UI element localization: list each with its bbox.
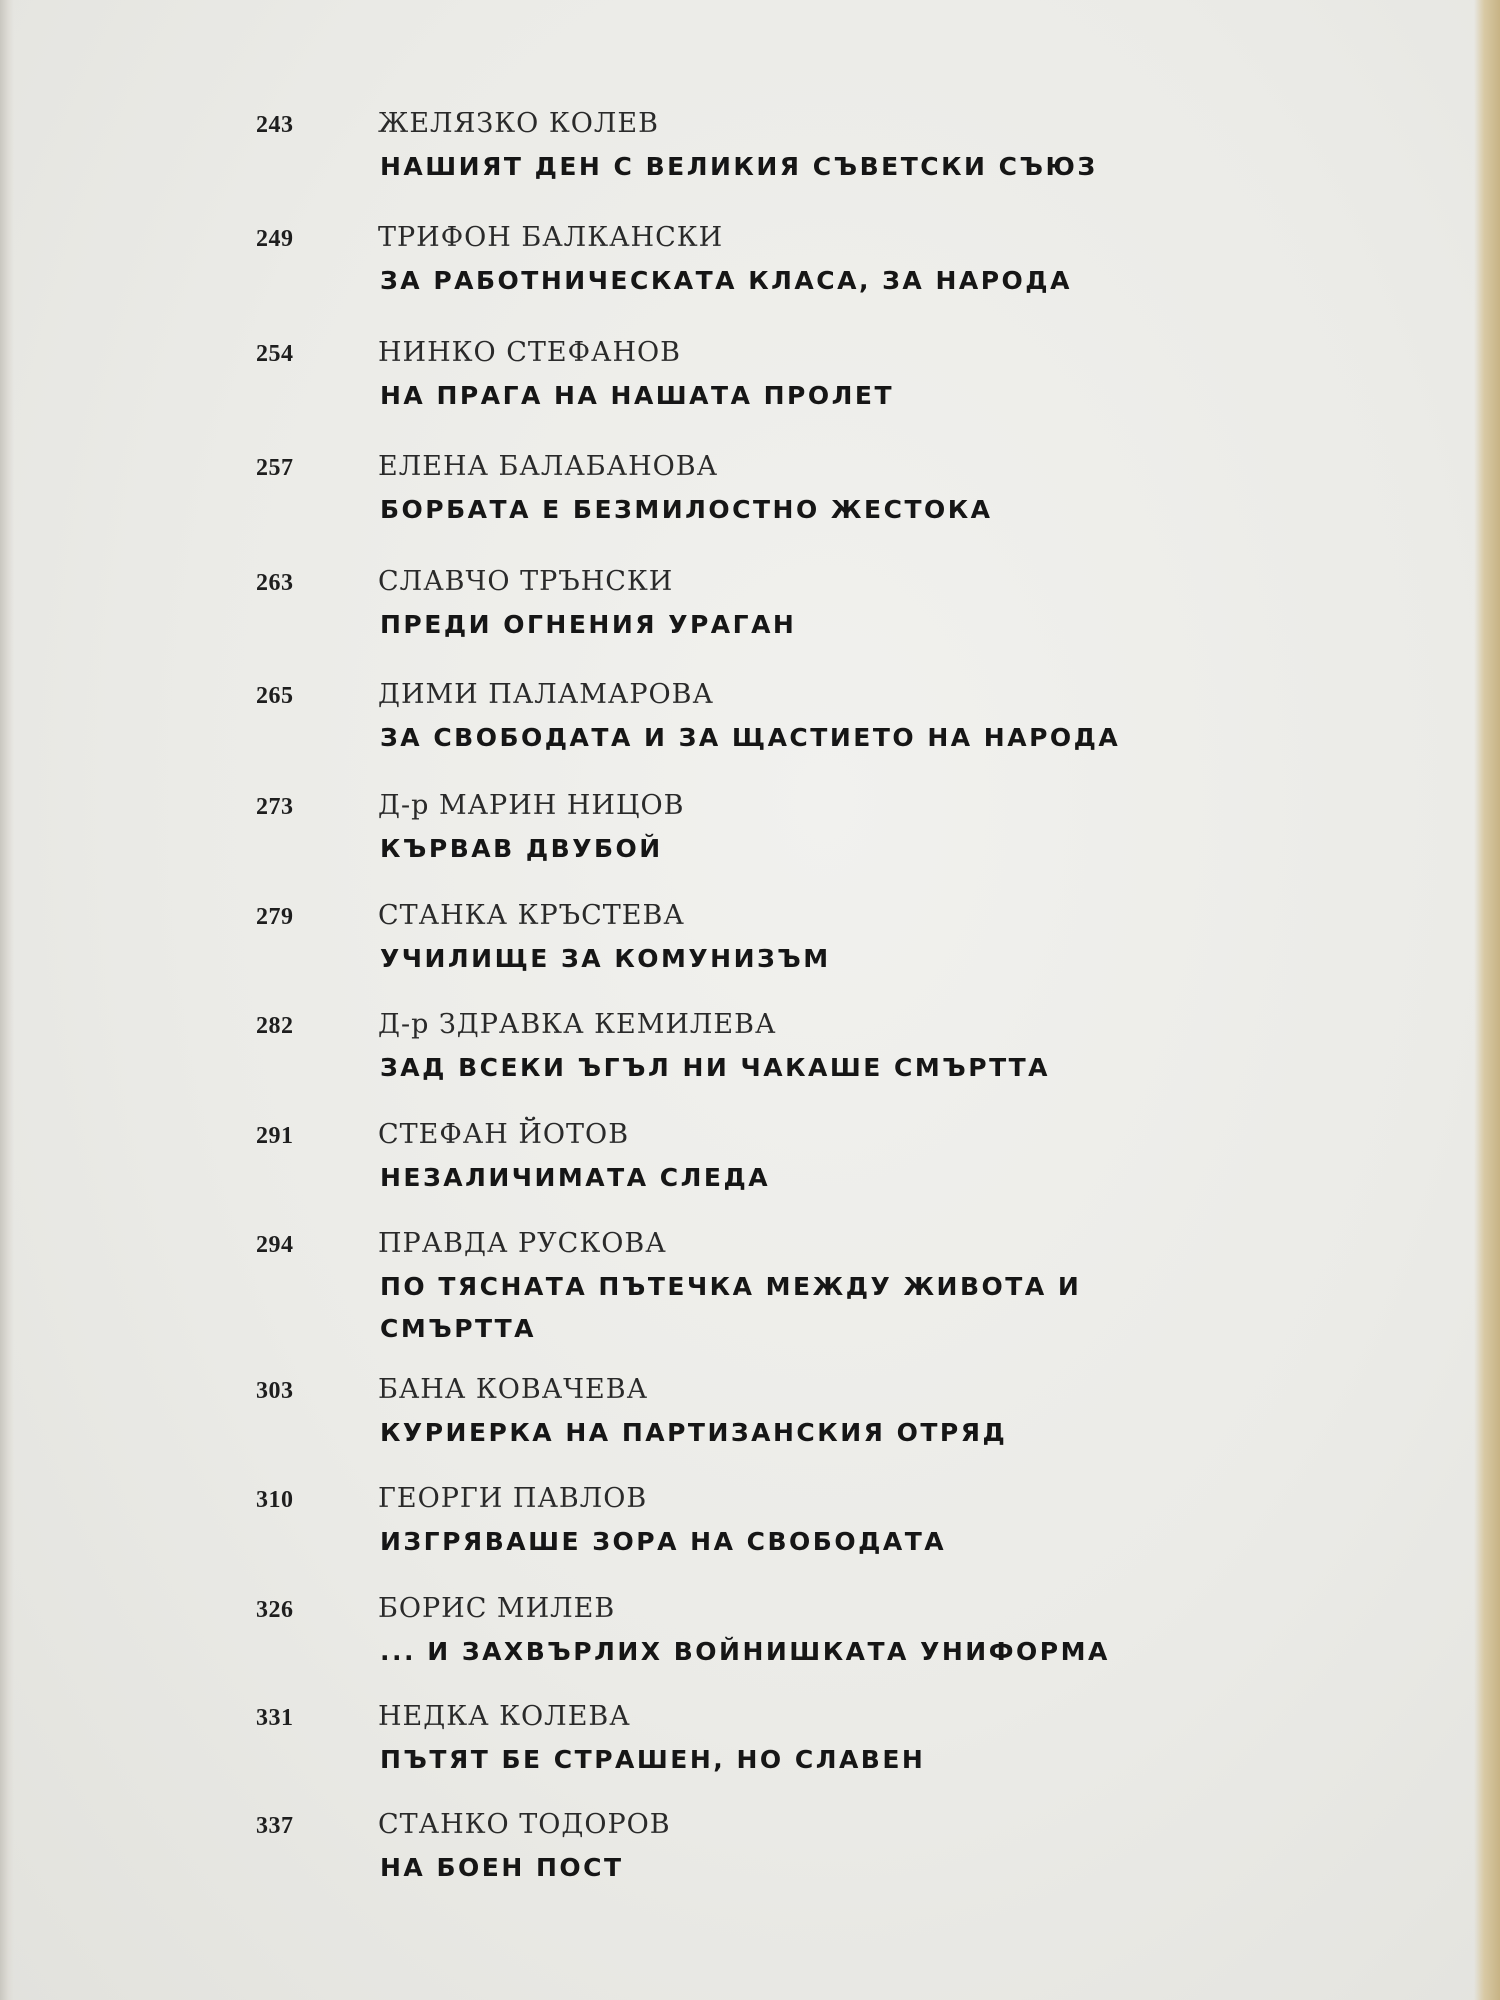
toc-page-number: 254 [256,341,294,367]
toc-title: ПО ТЯСНАТА ПЪТЕЧКА МЕЖДУ ЖИВОТА И СМЪРТТА [380,1272,1082,1343]
toc-author: ТРИФОН БАЛКАНСКИ [378,222,724,253]
toc-page-number: 279 [256,904,294,930]
toc-page-number: 291 [256,1123,294,1149]
toc-title: КЪРВАВ ДВУБОЙ [380,834,663,863]
toc-title: ИЗГРЯВАШЕ ЗОРА НА СВОБОДАТА [380,1527,947,1556]
toc-entry [0,1119,1500,1223]
toc-title: ПЪТЯТ БЕ СТРАШЕН, НО СЛАВЕН [380,1745,926,1774]
toc-title: ПРЕДИ ОГНЕНИЯ УРАГАН [380,610,797,639]
toc-entry [0,1009,1500,1113]
toc-author: Д-р ЗДРАВКА КЕМИЛЕВА [378,1009,777,1040]
toc-author: ПРАВДА РУСКОВА [378,1228,667,1259]
toc-entry [0,108,1500,212]
toc-author: НЕДКА КОЛЕВА [378,1701,631,1732]
toc-entry [0,900,1500,1004]
toc-title: БОРБАТА Е БЕЗМИЛОСТНО ЖЕСТОКА [380,495,993,524]
toc-page-number: 294 [256,1232,294,1258]
toc-page-number: 263 [256,570,294,596]
toc-title: НА БОЕН ПОСТ [380,1853,624,1882]
toc-author: СТАНКА КРЪСТЕВА [378,900,685,931]
toc-author: НИНКО СТЕФАНОВ [378,337,682,368]
toc-author: ЕЛЕНА БАЛАБАНОВА [378,451,719,482]
toc-author: ДИМИ ПАЛАМАРОВА [378,679,714,710]
toc-page-number: 273 [256,794,294,820]
toc-author: БОРИС МИЛЕВ [378,1593,616,1624]
toc-author: СТАНКО ТОДОРОВ [378,1809,671,1840]
toc-page-number: 249 [256,226,294,252]
toc-title: ЗАД ВСЕКИ ЪГЪЛ НИ ЧАКАШЕ СМЪРТТА [380,1053,1051,1082]
toc-entry [0,1593,1500,1697]
toc-page-number: 331 [256,1705,294,1731]
toc-entry [0,1228,1500,1343]
toc-entry [0,1374,1500,1478]
toc-author: БАНА КОВАЧЕВА [378,1374,649,1405]
toc-entry [0,1809,1500,1913]
toc-title: ... И ЗАХВЪРЛИХ ВОЙНИШКАТА УНИФОРМА [380,1637,1110,1666]
toc-page-number: 243 [256,112,294,138]
toc-page-number: 303 [256,1378,294,1404]
toc-entry [0,451,1500,555]
toc-title: ЗА РАБОТНИЧЕСКАТА КЛАСА, ЗА НАРОДА [380,266,1072,295]
toc-entry [0,222,1500,326]
toc-title: НЕЗАЛИЧИМАТА СЛЕДА [380,1163,771,1192]
toc-page-number: 326 [256,1597,294,1623]
toc-entry [0,679,1500,783]
toc-title: НА ПРАГА НА НАШАТА ПРОЛЕТ [380,381,895,410]
toc-author: ГЕОРГИ ПАВЛОВ [378,1483,648,1514]
toc-page-number: 282 [256,1013,294,1039]
toc-author: Д-р МАРИН НИЦОВ [378,790,685,821]
toc-page-number: 337 [256,1813,294,1839]
toc-author: ЖЕЛЯЗКО КОЛЕВ [378,108,659,139]
toc-author: СЛАВЧО ТРЪНСКИ [378,566,674,597]
toc-page-number: 310 [256,1487,294,1513]
toc-entry [0,1701,1500,1805]
toc-entry [0,337,1500,441]
toc-title: НАШИЯТ ДЕН С ВЕЛИКИЯ СЪВЕТСКИ СЪЮЗ [380,152,1098,181]
toc-title: УЧИЛИЩЕ ЗА КОМУНИЗЪМ [380,944,831,973]
toc-entry [0,790,1500,894]
toc-entry [0,1483,1500,1587]
toc-title: ЗА СВОБОДАТА И ЗА ЩАСТИЕТО НА НАРОДА [380,723,1121,752]
toc-title: КУРИЕРКА НА ПАРТИЗАНСКИЯ ОТРЯД [380,1418,1008,1447]
toc-page-number: 265 [256,683,294,709]
toc-author: СТЕФАН ЙОТОВ [378,1119,630,1150]
toc-entry [0,566,1500,670]
toc-page-number: 257 [256,455,294,481]
